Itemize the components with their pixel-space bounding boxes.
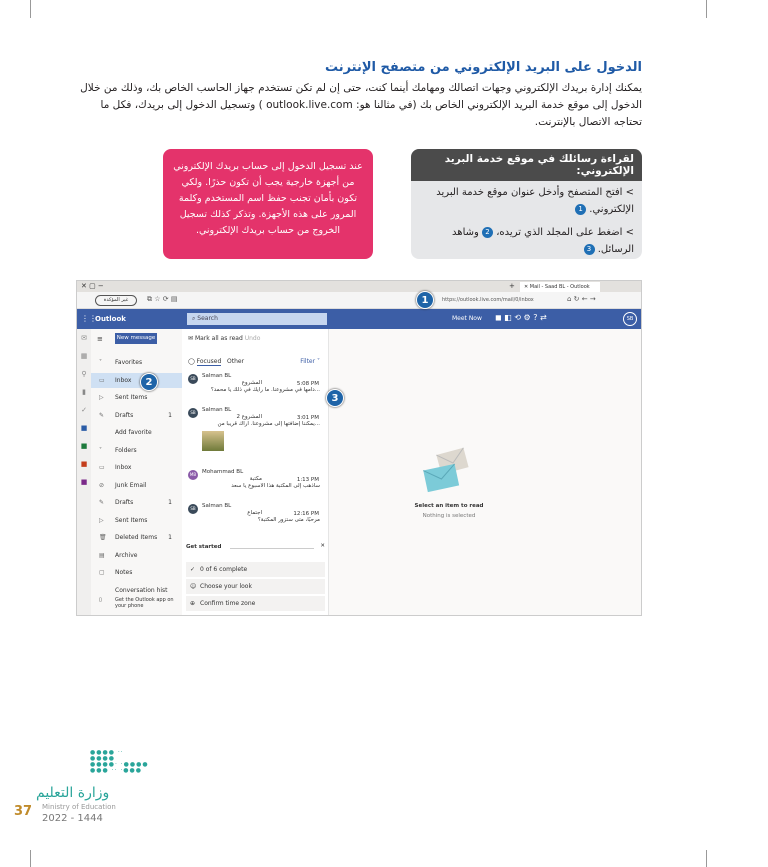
tab-title: Mail - Saad BL - Outlook [529,284,590,290]
step-1-text: > افتح المتصفح وأدخل عنوان موقع خدمة البريد الإلكتروني. [436,187,634,215]
focused-tabs [188,358,244,365]
folder-label: Archive [115,551,138,559]
note-icon: ▢ [99,569,105,576]
folder-item[interactable] [91,513,182,528]
folder-label: Conversation hist [115,586,168,594]
outlook-header [77,309,641,329]
time: 12:16 PM [293,511,319,517]
crop-mark [30,0,31,18]
tab-other[interactable]: Other [227,358,245,365]
time: 3:01 PM [296,415,319,421]
step-2-text: > اضغط على المجلد الذي تريده، [496,227,634,238]
callout-2: 2 [140,373,158,391]
message-item[interactable] [182,469,329,490]
folder-count: 1 [168,499,172,506]
filter-label: Filter [300,358,316,365]
folder-label: Notes [115,569,133,576]
message-item[interactable] [182,373,329,394]
steps-title: لقراءة رسائلك في موقع خدمة البريد الإلكتروني: [411,149,642,181]
app-launcher-icon[interactable]: ⋮⋮ [81,314,97,323]
folder-item[interactable] [91,548,182,563]
folder-item[interactable] [91,443,182,458]
sender-avatar: MB [188,470,198,480]
send-icon: ▷ [99,516,104,524]
step-badge: 1 [575,204,586,215]
get-app-link[interactable] [91,597,182,609]
chevron-down-icon: ˅ [99,446,102,454]
progress-label: 0 of 6 complete [200,566,248,573]
globe-icon: ⊕ [190,600,196,607]
step-1 [411,181,642,221]
sender-avatar: SB [188,504,198,514]
sender: Salman BL [202,503,232,509]
folder-count: 1 [168,411,172,419]
folder-item[interactable] [91,425,182,440]
pencil-icon: ✎ [99,499,105,506]
chevron-down-icon: ˅ [99,359,102,366]
folder-label: Sent Items [115,394,148,401]
subject: المشروع 2 [236,414,262,420]
message-item[interactable] [182,407,329,428]
folder-label: Inbox [115,376,132,384]
close-icon[interactable]: ✕ ▢ − [81,282,104,290]
nav-icons[interactable]: ⌂ ↻ ← → [567,295,596,303]
confirm-tz-label: Confirm time zone [200,600,256,607]
message-image-thumbnail [202,431,224,451]
preview: ...يمكننا إضافتها إلى مشروعنا. أراك قريباً من [217,421,320,427]
folder-label: Inbox [115,464,132,471]
folder-item[interactable] [91,408,182,423]
section-title: الدخول على البريد الإلكتروني من متصفح الإنترنت [324,60,642,75]
envelope-illustration-icon [421,445,471,495]
search-placeholder: Search [197,315,218,322]
search-input[interactable] [187,313,327,325]
step-badge: 2 [482,227,493,238]
folder-item[interactable] [91,583,182,598]
time: 1:13 PM [296,477,319,483]
pencil-icon: ✎ [99,411,105,419]
folder-item[interactable] [91,460,182,475]
new-tab-icon[interactable]: + [509,282,515,290]
folder-item[interactable] [91,495,182,510]
folder-label: Drafts [115,411,134,419]
send-icon: ▷ [99,394,104,401]
profile-button[interactable]: غير المؤكدة [95,295,137,306]
browser-tab[interactable] [520,282,600,292]
page-number: 37 [14,804,33,819]
close-icon[interactable]: ✕ [320,543,325,549]
folder-label: Junk Email [115,481,147,489]
year: 2022 - 1444 [42,813,103,824]
url-field[interactable]: https://outlook.live.com/mail/0/inbox [442,297,534,303]
crop-mark [30,850,31,867]
check-icon: ✓ [190,566,196,573]
inbox-icon: ▭ [99,464,105,471]
choose-look-label: Choose your look [200,583,252,590]
menu-icon[interactable]: ≡ [97,335,103,343]
folder-item[interactable] [91,478,182,493]
toolbar-icons[interactable]: ⧉ ☆ ⟳ ▤ [147,295,178,303]
folder-label: Folders [115,446,137,454]
warning-note: عند تسجيل الدخول إلى حساب بريدك الإلكتروني من أجهزة خارجية يجب أن تكون حذرًا. ولكي تكون بأمان تجنب حفظ اسم المستخدم وكلمة المرور على هذه الأجهزة. وتذكر كذلك تسجيل الخروج من حساب بريدك الإلكتروني. [163,149,373,259]
sender: Salman BL [202,373,232,379]
preview: مرحبًا، متى ستزور المكتبة؟ [257,517,320,523]
archive-icon: ▤ [99,551,105,559]
block-icon: ⊘ [99,481,105,489]
folder-label: Drafts [115,499,134,506]
search-icon: ⌕ [192,315,198,322]
folder-item[interactable] [91,565,182,580]
intro-paragraph: يمكنك إدارة بريدك الإلكتروني وجهات اتصالك ومهامك أينما كنت، حتى إن لم تكن تستخدم جهاز الحاسب الخاص بك، وذلك من خلال الدخول إلى موقع خدمة البريد الإلكتروني الخاص بك (في مثالنا هو: outlook.live.com ) وتسجيل الدخول إلى بريدك، فكل ما تحتاجه الاتصال بالإنترنت. [80,82,642,128]
steps-box [411,149,642,259]
address-bar-row [77,292,641,309]
preview: سأذهب إلى المكتبة هذا الأسبوع يا سعد [231,483,320,489]
time: 5:08 PM [296,381,319,387]
app-rail [77,329,91,616]
empty-title: Select an item to read [414,503,484,509]
sender-avatar: SB [188,374,198,384]
message-item[interactable] [182,503,329,524]
sender: Salman BL [202,407,232,413]
subject: المشروع [241,380,262,386]
avatar[interactable]: SB [623,312,637,326]
tab-focused[interactable]: Focused [196,358,222,365]
trash-icon: 🗑 [99,534,107,541]
ministry-logo-icon: ●●●● ·· ●●●● ●●●●· ·●●●● ●●● ·· ·●●● [90,749,149,774]
header-icons[interactable]: ◼ ◧ ⟲ ⚙ ? ⇄ [495,313,547,322]
inbox-icon: ▭ [99,376,105,384]
browser-titlebar [77,281,641,292]
meet-now-button[interactable]: Meet Now [452,315,482,322]
sender-avatar: SB [188,408,198,418]
folder-label: Sent Items [115,516,148,524]
check-icon: ◯ [188,358,197,365]
crop-mark [706,850,707,867]
folder-item[interactable] [91,530,182,545]
callout-3: 3 [326,389,344,407]
app-rail-icons[interactable]: ✉ ▦ ⚲ ▮ ✓ ■ ■ ■ ■ [80,334,88,486]
outlook-brand: Outlook [95,315,126,323]
callout-1: 1 [416,291,434,309]
folder-count: 1 [168,534,172,541]
mark-all-read-button[interactable]: ✉ Mark all as read Undo [188,335,261,342]
progress-item [186,562,325,577]
confirm-timezone-item[interactable] [186,596,325,611]
subject: مكتبة [249,476,262,482]
folder-item[interactable] [91,355,182,370]
undo-button[interactable]: Undo [244,335,261,342]
reading-pane [329,329,642,616]
folder-label: Deleted Items [115,534,158,541]
folder-label: Add favorite [115,429,152,436]
sender: Mohammad BL [202,469,244,475]
crop-mark [706,0,707,18]
tab-close-icon[interactable]: ✕ [524,284,530,290]
step-badge: 3 [584,244,595,255]
folder-label: Favorites [115,359,143,366]
empty-subtitle: Nothing is selected [422,513,476,519]
folder-item[interactable] [91,390,182,405]
get-started-label: Get started [186,544,222,550]
step-2 [411,221,642,259]
filter-button[interactable]: Filter ˅ [300,358,320,365]
ministry-name-ar: وزارة التعليم [36,785,110,801]
ministry-name-en: Ministry of Education [42,803,116,811]
message-list [182,329,329,616]
phone-icon: ▯ [99,597,102,603]
folder-item[interactable] [91,373,182,388]
outlook-screenshot [76,280,642,616]
get-app-text: Get the Outlook app on your phone [115,597,174,609]
new-message-button[interactable]: New message [115,333,157,344]
choose-look-item[interactable] [186,579,325,594]
get-started-header [186,544,325,550]
palette-icon: ☺ [190,583,197,590]
preview: ...دامها في مشروعنا. ما رأيك في ذلك يا محمد؟ [210,387,320,393]
step-2-text-b: وشاهد الرسائل. [452,227,634,255]
progress-track [230,548,314,549]
folder-pane [91,329,182,616]
subject: اجتماع [247,510,262,516]
mark-all-read-label: Mark all as read [194,335,243,342]
